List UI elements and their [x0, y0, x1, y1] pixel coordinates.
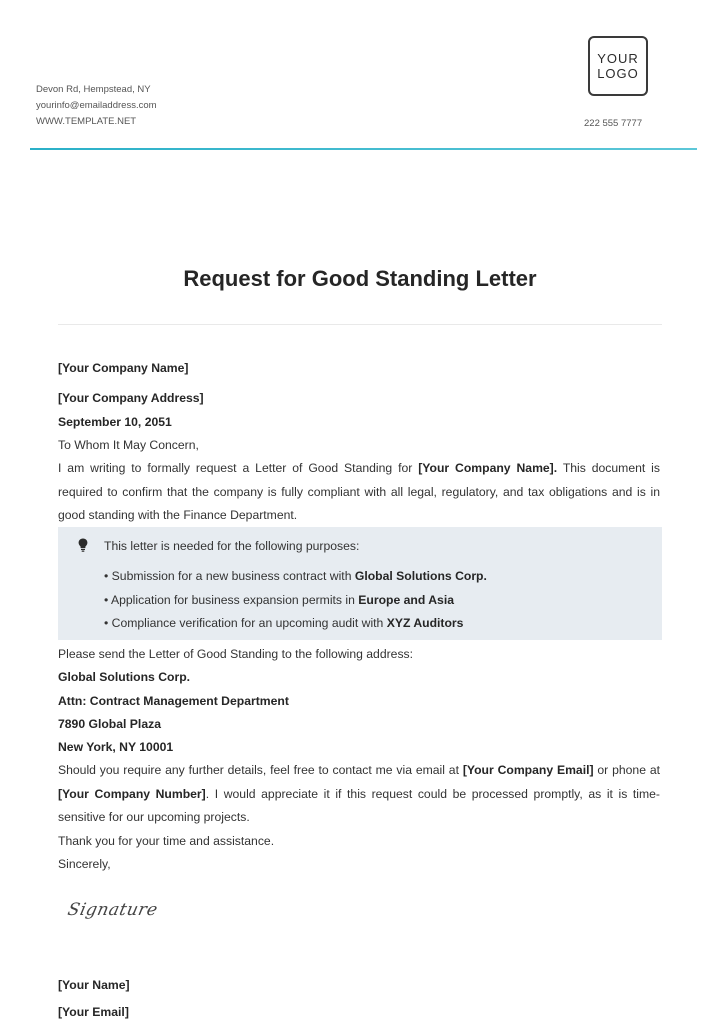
contact-paragraph	[58, 759, 660, 830]
purpose-text: Application for business expansion permits in	[111, 593, 359, 607]
purpose-text: Submission for a new business contract with	[111, 569, 355, 583]
sender-contact-block	[36, 82, 157, 130]
company-name: [Your Company Name]	[58, 361, 189, 375]
company-address: [Your Company Address]	[58, 391, 204, 405]
thanks-line: Thank you for your time and assistance.	[58, 834, 275, 848]
purposes-callout	[58, 527, 662, 640]
send-to-intro: Please send the Letter of Good Standing to the following address:	[58, 647, 414, 661]
sender-email: yourinfo@emailaddress.com	[36, 100, 157, 111]
logo-text-line1: YOUR	[597, 51, 639, 66]
sender-phone: 222 555 7777	[584, 118, 643, 129]
recipient-name: Global Solutions Corp.	[58, 670, 191, 684]
purpose-text: Compliance verification for an upcoming audit with	[111, 616, 387, 630]
bullet-mark: •	[104, 616, 109, 630]
letter-date: September 10, 2051	[58, 415, 172, 429]
intro-text-2: This document is required to confirm that the company is fully compliant with all legal, regulatory, and tax obligations and is in good standing with the Finance Department.	[58, 461, 660, 522]
intro-company-name: [Your Company Name].	[418, 461, 558, 475]
title-divider	[58, 324, 662, 325]
salutation: To Whom It May Concern,	[58, 438, 199, 452]
callout-intro: This letter is needed for the following purposes:	[104, 539, 360, 553]
bullet-mark: •	[104, 569, 109, 583]
signer-name: [Your Name]	[58, 978, 130, 992]
purpose-item	[104, 569, 487, 583]
bullet-mark: •	[104, 593, 109, 607]
recipient-street: 7890 Global Plaza	[58, 717, 161, 731]
purpose-item	[104, 593, 454, 607]
intro-text-1: I am writing to formally request a Letter of Good Standing for	[58, 461, 419, 475]
contact-text-1: Should you require any further details, feel free to contact me via email at	[58, 763, 463, 777]
document-title: Request for Good Standing Letter	[183, 266, 537, 291]
signature: Signature	[65, 900, 160, 920]
purpose-highlight: XYZ Auditors	[386, 616, 464, 630]
intro-paragraph	[58, 457, 660, 528]
contact-phone-placeholder: [Your Company Number]	[58, 786, 206, 801]
purpose-highlight: Global Solutions Corp.	[354, 569, 487, 583]
contact-text-2: or phone at	[593, 763, 660, 777]
purpose-item	[104, 616, 463, 630]
header-divider	[30, 148, 697, 150]
sender-website: WWW.TEMPLATE.NET	[36, 116, 137, 127]
company-logo	[588, 36, 648, 96]
signer-email: [Your Email]	[58, 1005, 129, 1019]
logo-text-line2: LOGO	[597, 66, 639, 81]
lightbulb-icon	[78, 538, 88, 552]
closing-line: Sincerely,	[58, 857, 111, 871]
purpose-highlight: Europe and Asia	[358, 593, 454, 607]
recipient-city: New York, NY 10001	[58, 740, 174, 754]
contact-text-3: . I would appreciate it if this request could be processed promptly, as it is time-sensitive for our upcoming projects.	[58, 786, 660, 824]
sender-address: Devon Rd, Hempstead, NY	[36, 84, 151, 95]
recipient-attn: Attn: Contract Management Department	[58, 694, 289, 708]
contact-email-placeholder: [Your Company Email]	[462, 763, 594, 777]
